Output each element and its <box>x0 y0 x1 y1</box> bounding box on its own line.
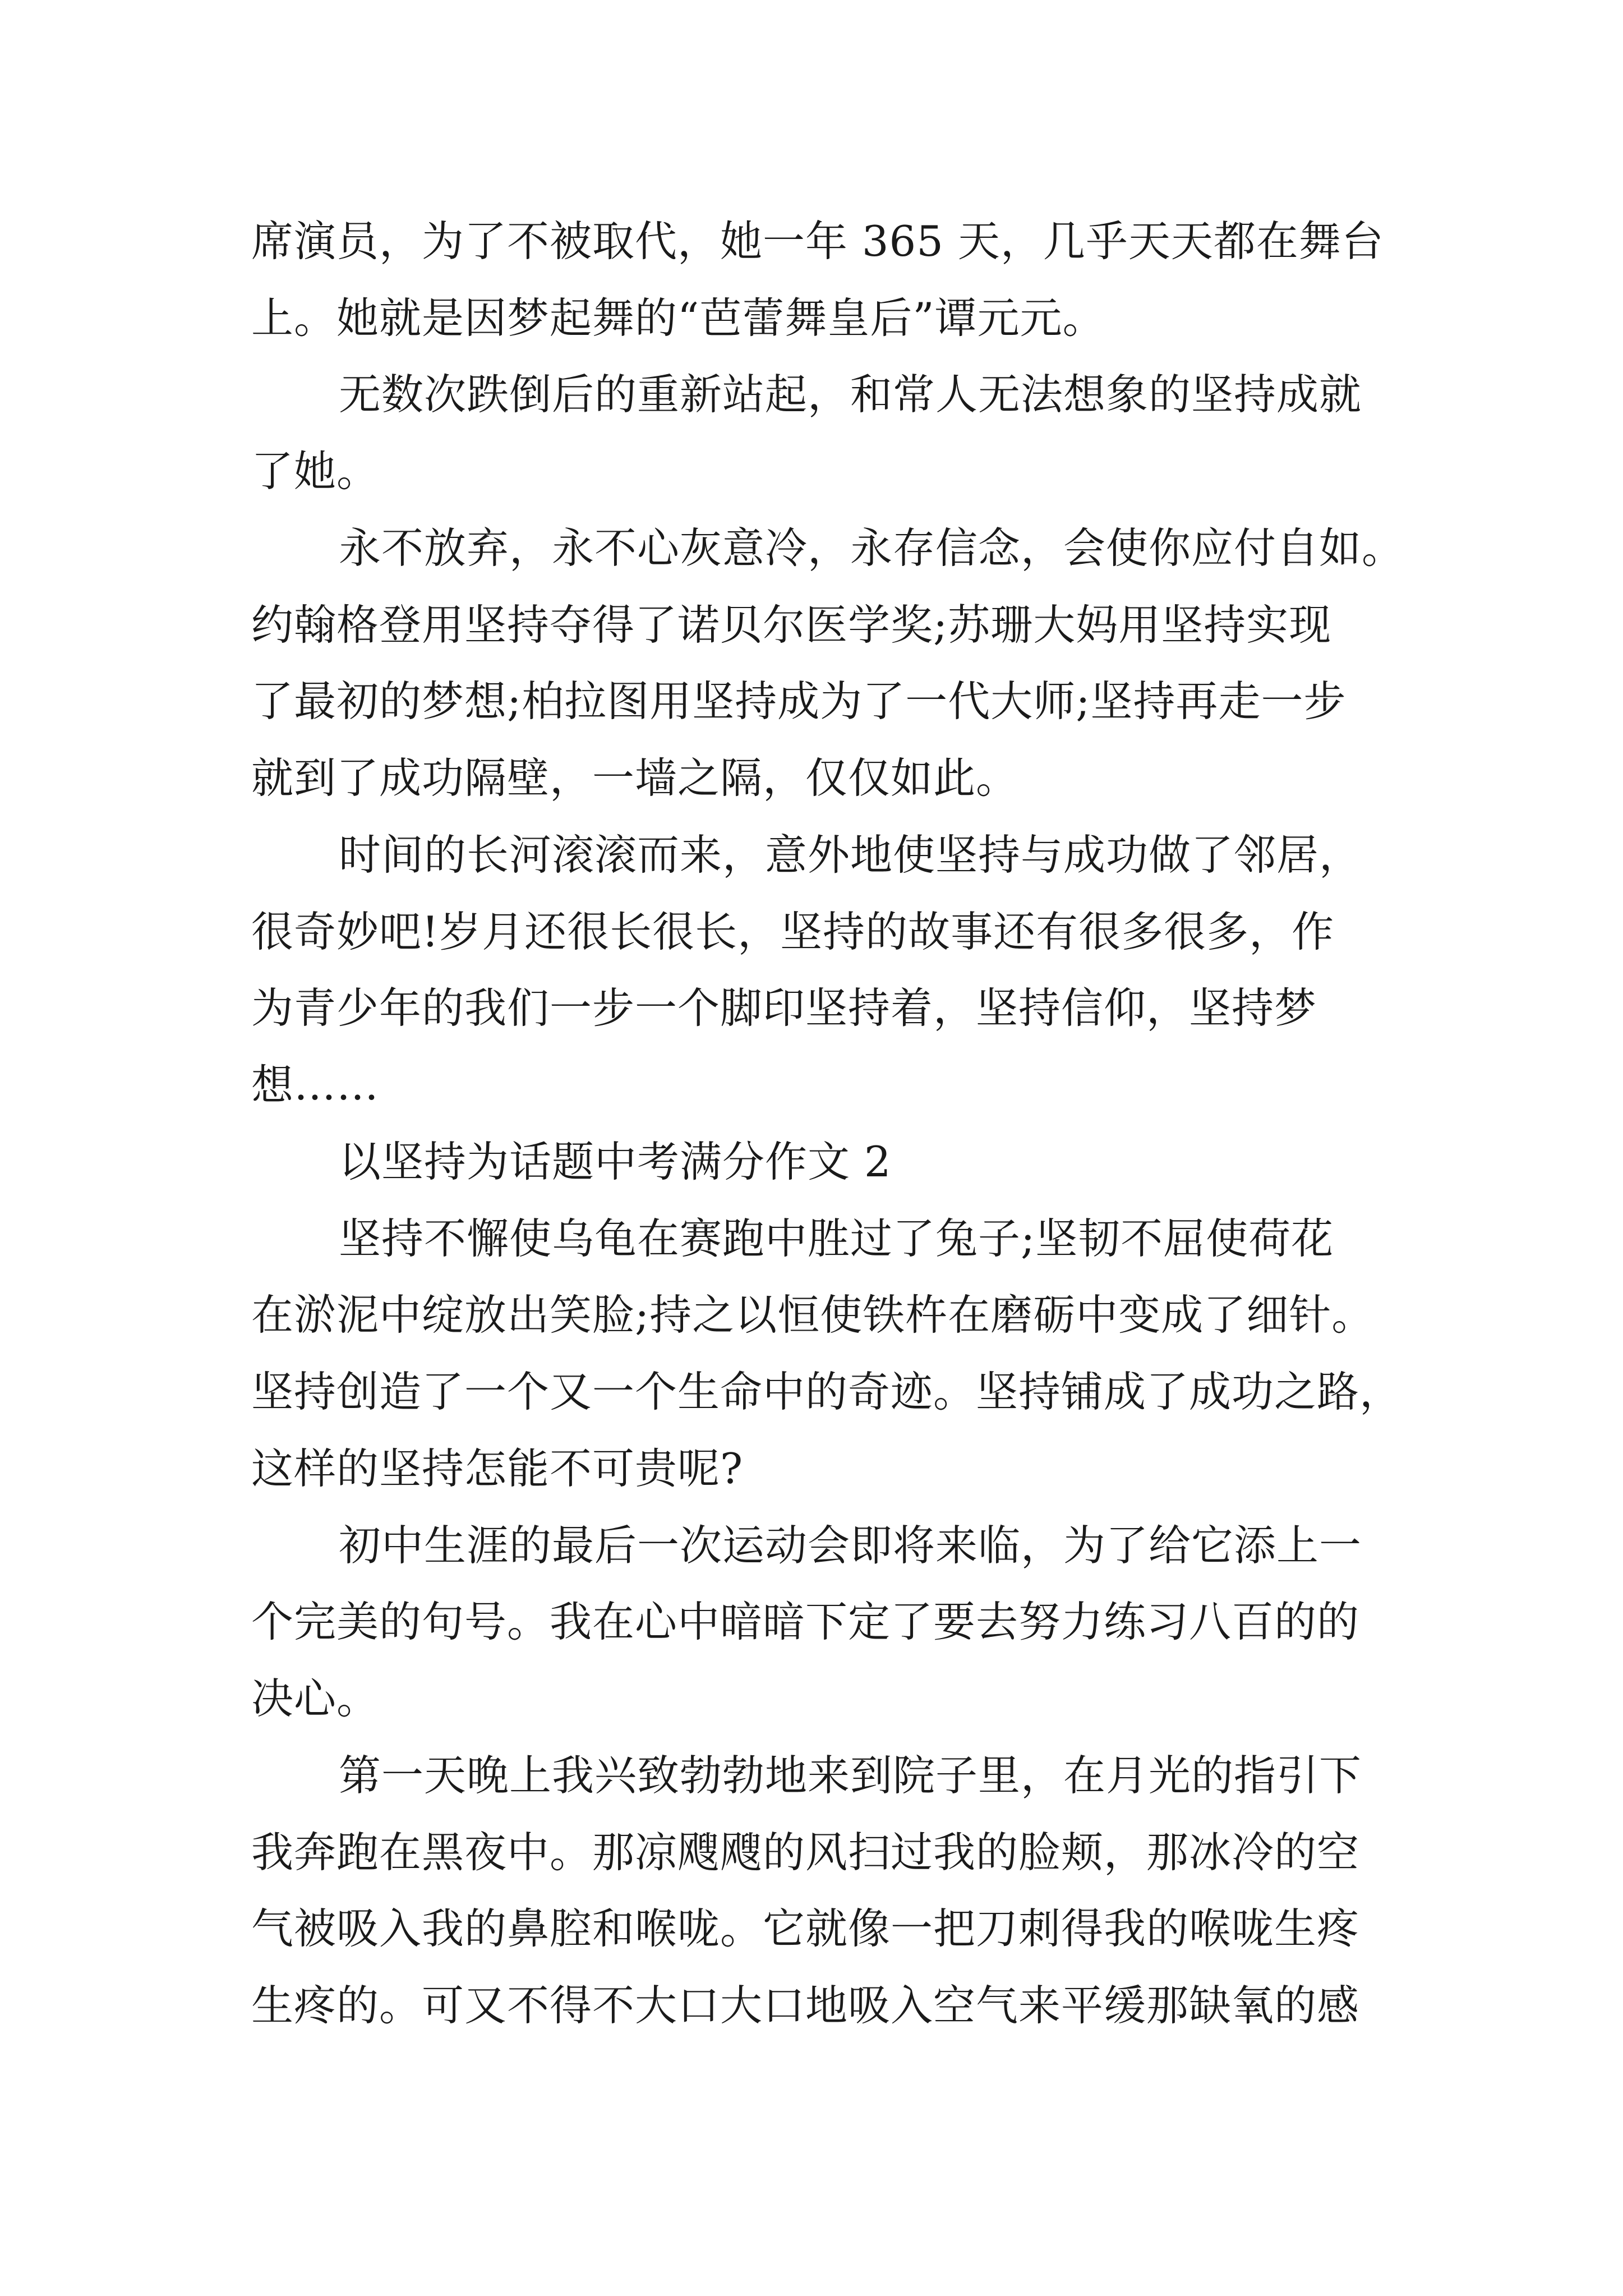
text-line: 决心。 <box>251 1674 380 1723</box>
text-line: 就到了成功隔壁，一墙之隔，仅仅如此。 <box>251 753 1019 803</box>
text-line: 这样的坚持怎能不可贵呢? <box>251 1444 744 1493</box>
text-line: 坚持创造了一个又一个生命中的奇迹。坚持铺成了成功之路， <box>251 1367 1403 1416</box>
text-line: 很奇妙吧!岁月还很长很长，坚持的故事还有很多很多，作 <box>251 907 1335 956</box>
text-line: 时间的长河滚滚而来，意外地使坚持与成功做了邻居， <box>339 830 1362 880</box>
text-line: 席演员，为了不被取代，她一年 365 天，几乎天天都在舞台 <box>251 217 1384 266</box>
text-line: 了她。 <box>251 447 380 496</box>
text-line: 生疼的。可又不得不大口大口地吸入空气来平缓那缺氧的感 <box>251 1981 1360 2030</box>
text-line: 为青少年的我们一步一个脚印坚持着，坚持信仰，坚持梦 <box>251 983 1317 1033</box>
section-heading: 以坚持为话题中考满分作文 2 <box>339 1137 892 1186</box>
text-line: 在淤泥中绽放出笑脸;持之以恒使铁杵在磨砺中变成了细针。 <box>251 1290 1375 1340</box>
text-line: 永不放弃，永不心灰意冷，永存信念，会使你应付自如。 <box>339 523 1405 573</box>
text-line: 约翰格登用坚持夺得了诺贝尔医学奖;苏珊大妈用坚持实现 <box>251 600 1332 650</box>
text-line: 气被吸入我的鼻腔和喉咙。它就像一把刀刺得我的喉咙生疼 <box>251 1904 1360 1953</box>
text-line: 上。她就是因梦起舞的“芭蕾舞皇后”谭元元。 <box>251 293 1105 343</box>
text-line: 了最初的梦想;柏拉图用坚持成为了一代大师;坚持再走一步 <box>251 677 1347 726</box>
text-line: 无数次跌倒后的重新站起，和常人无法想象的坚持成就 <box>339 370 1362 419</box>
text-line: 初中生涯的最后一次运动会即将来临，为了给它添上一 <box>339 1521 1362 1570</box>
text-line: 坚持不懈使乌龟在赛跑中胜过了兔子;坚韧不屈使荷花 <box>339 1214 1334 1263</box>
text-line: 个完美的句号。我在心中暗暗下定了要去努力练习八百的的 <box>251 1597 1360 1646</box>
text-line: 我奔跑在黑夜中。那凉飕飕的风扫过我的脸颊，那冰冷的空 <box>251 1828 1360 1877</box>
text-line: 想…… <box>251 1060 380 1110</box>
text-line: 第一天晚上我兴致勃勃地来到院子里，在月光的指引下 <box>339 1751 1362 1800</box>
